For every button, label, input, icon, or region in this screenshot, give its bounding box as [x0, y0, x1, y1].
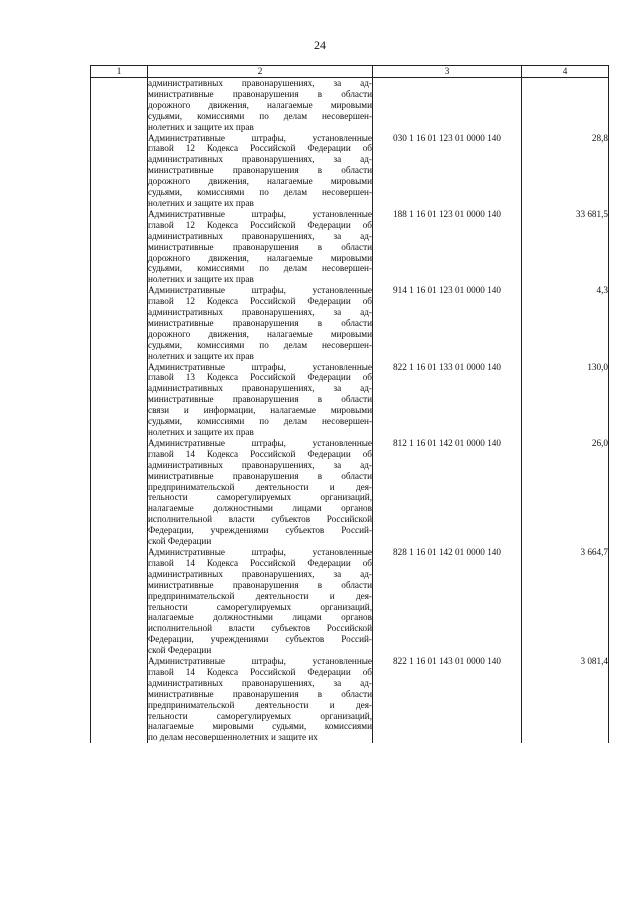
revenue-name-line: Административные штрафы, установленные	[148, 361, 372, 372]
budget-code-cell: 188 1 16 01 123 01 0000 140	[373, 209, 522, 285]
revenue-name-line: тельности саморегулируемых организаций,	[148, 601, 372, 612]
amount-cell: 3 081,4	[522, 656, 609, 743]
table-header-row	[91, 66, 609, 78]
revenue-name-line: главой 14 Кодекса Российской Федерации об	[148, 448, 372, 459]
table-row	[91, 209, 609, 285]
budget-code-cell	[373, 78, 522, 133]
table-row	[91, 547, 609, 656]
revenue-name-line: административных правонарушениях, за ад-	[148, 154, 372, 165]
revenue-name-line: судьями, комиссиями по делам несовершен-	[148, 187, 372, 198]
revenue-name-line: нолетних и защите их прав	[148, 121, 254, 132]
revenue-name-line: административных правонарушениях, за ад-	[148, 230, 372, 241]
row-number-cell	[91, 438, 148, 547]
revenue-name-line: Федерации, учреждениями субъектов Россий-	[148, 634, 372, 645]
revenue-name-line: нолетних и защите их прав	[148, 274, 254, 285]
revenue-name-line: ской Федерации	[148, 536, 212, 547]
revenue-name-line: дорожного движения, налагаемые мировыми	[148, 99, 372, 110]
column-header-4: 4	[522, 66, 609, 78]
row-number-cell	[91, 656, 148, 743]
revenue-name-line: судьями, комиссиями по делам несовершен-	[148, 110, 372, 121]
revenue-name-line: министративные правонарушения в области	[148, 165, 372, 176]
revenue-name-line: министративные правонарушения в области	[148, 579, 372, 590]
revenue-name-line: главой 13 Кодекса Российской Федерации об	[148, 372, 372, 383]
table-body	[91, 78, 609, 744]
revenue-name-line: министративные правонарушения в области	[148, 317, 372, 328]
revenue-name-line: Федерации, учреждениями субъектов Россий-	[148, 525, 372, 536]
revenue-name-line: судьями, комиссиями по делам несовершен-	[148, 339, 372, 350]
revenue-name-line: министративные правонарушения в области	[148, 470, 372, 481]
revenue-name-line: Административные штрафы, установленные	[148, 208, 372, 219]
budget-code-cell: 030 1 16 01 123 01 0000 140	[373, 133, 522, 209]
revenue-name-line: административных правонарушениях, за ад-	[148, 459, 372, 470]
row-number-cell	[91, 547, 148, 656]
revenue-table	[90, 65, 609, 743]
revenue-name-cell	[148, 656, 373, 743]
revenue-name-line: предпринимательской деятельности и дея-	[148, 590, 372, 601]
budget-code-cell: 828 1 16 01 142 01 0000 140	[373, 547, 522, 656]
revenue-name-cell	[148, 547, 373, 656]
amount-cell	[522, 78, 609, 133]
revenue-name-line: судьями, комиссиями по делам несовершен-	[148, 416, 372, 427]
row-number-cell	[91, 209, 148, 285]
revenue-name-line: административных правонарушениях, за ад-	[148, 568, 372, 579]
revenue-name-line: тельности саморегулируемых организаций,	[148, 492, 372, 503]
row-number-cell	[91, 133, 148, 209]
revenue-name-line: налагаемые должностными лицами органов	[148, 612, 372, 623]
revenue-name-line: налагаемые должностными лицами органов	[148, 503, 372, 514]
revenue-name-cell	[148, 285, 373, 361]
budget-code-cell: 914 1 16 01 123 01 0000 140	[373, 285, 522, 361]
budget-code-cell: 812 1 16 01 142 01 0000 140	[373, 438, 522, 547]
revenue-name-line: главой 12 Кодекса Российской Федерации об	[148, 219, 372, 230]
revenue-name-line: министративные правонарушения в области	[148, 688, 372, 699]
revenue-name-line: предпринимательской деятельности и дея-	[148, 699, 372, 710]
revenue-name-line: административных правонарушениях, за ад-	[148, 677, 372, 688]
revenue-name-line: административных правонарушениях, за ад-	[148, 307, 372, 318]
row-number-cell	[91, 285, 148, 361]
revenue-name-line: главой 12 Кодекса Российской Федерации об	[148, 143, 372, 154]
revenue-name-line: министративные правонарушения в области	[148, 241, 372, 252]
amount-cell: 4,3	[522, 285, 609, 361]
row-number-cell	[91, 78, 148, 133]
revenue-name-line: судьями, комиссиями по делам несовершен-	[148, 263, 372, 274]
budget-code-cell: 822 1 16 01 143 01 0000 140	[373, 656, 522, 743]
revenue-name-line: Административные штрафы, установленные	[148, 546, 372, 557]
revenue-name-line: административных правонарушениях, за ад-	[148, 383, 372, 394]
revenue-name-line: ской Федерации	[148, 645, 212, 656]
table-row	[91, 362, 609, 438]
revenue-name-line: главой 12 Кодекса Российской Федерации об	[148, 296, 372, 307]
row-number-cell	[91, 362, 148, 438]
column-header-3: 3	[373, 66, 522, 78]
budget-code-cell: 822 1 16 01 133 01 0000 140	[373, 362, 522, 438]
revenue-name-line: тельности саморегулируемых организаций,	[148, 710, 372, 721]
revenue-name-line: предпринимательской деятельности и дея-	[148, 481, 372, 492]
revenue-name-line: исполнительной власти субъектов Российской	[148, 623, 372, 634]
revenue-name-line: налагаемые мировыми судьями, комиссиями	[148, 721, 372, 732]
revenue-name-line: Административные штрафы, установленные	[148, 132, 372, 143]
amount-cell: 130,0	[522, 362, 609, 438]
revenue-name-line: административных правонарушениях, за ад-	[148, 78, 372, 88]
revenue-name-line: дорожного движения, налагаемые мировыми	[148, 176, 372, 187]
revenue-name-line: Административные штрафы, установленные	[148, 656, 372, 667]
amount-cell: 33 681,5	[522, 209, 609, 285]
revenue-name-line: министративные правонарушения в области	[148, 394, 372, 405]
revenue-name-line: нолетних и защите их прав	[148, 197, 254, 208]
revenue-name-line: связи и информации, налагаемые мировыми	[148, 405, 372, 416]
revenue-name-line: Административные штрафы, установленные	[148, 437, 372, 448]
column-header-1: 1	[91, 66, 148, 78]
column-header-2: 2	[148, 66, 373, 78]
revenue-name-line: дорожного движения, налагаемые мировыми	[148, 252, 372, 263]
table-row	[91, 438, 609, 547]
amount-cell: 26,0	[522, 438, 609, 547]
revenue-name-line: главой 14 Кодекса Российской Федерации об	[148, 557, 372, 568]
revenue-name-line: министративные правонарушения в области	[148, 88, 372, 99]
revenue-name-cell	[148, 438, 373, 547]
revenue-name-line: Административные штрафы, установленные	[148, 285, 372, 296]
revenue-name-line: главой 14 Кодекса Российской Федерации об	[148, 666, 372, 677]
revenue-name-line: исполнительной власти субъектов Российской	[148, 514, 372, 525]
table-row	[91, 133, 609, 209]
amount-cell: 28,8	[522, 133, 609, 209]
revenue-name-cell	[148, 133, 373, 209]
table-row	[91, 285, 609, 361]
table-row	[91, 656, 609, 743]
revenue-name-line: дорожного движения, налагаемые мировыми	[148, 328, 372, 339]
page-number: 24	[314, 38, 326, 52]
revenue-name-line: по делам несовершеннолетних и защите их	[148, 732, 318, 743]
revenue-name-cell	[148, 209, 373, 285]
revenue-name-line: нолетних и защите их прав	[148, 350, 254, 361]
revenue-name-cell	[148, 78, 373, 133]
revenue-name-line: нолетних и защите их прав	[148, 427, 254, 437]
table-row	[91, 78, 609, 133]
revenue-name-cell	[148, 362, 373, 438]
amount-cell: 3 664,7	[522, 547, 609, 656]
